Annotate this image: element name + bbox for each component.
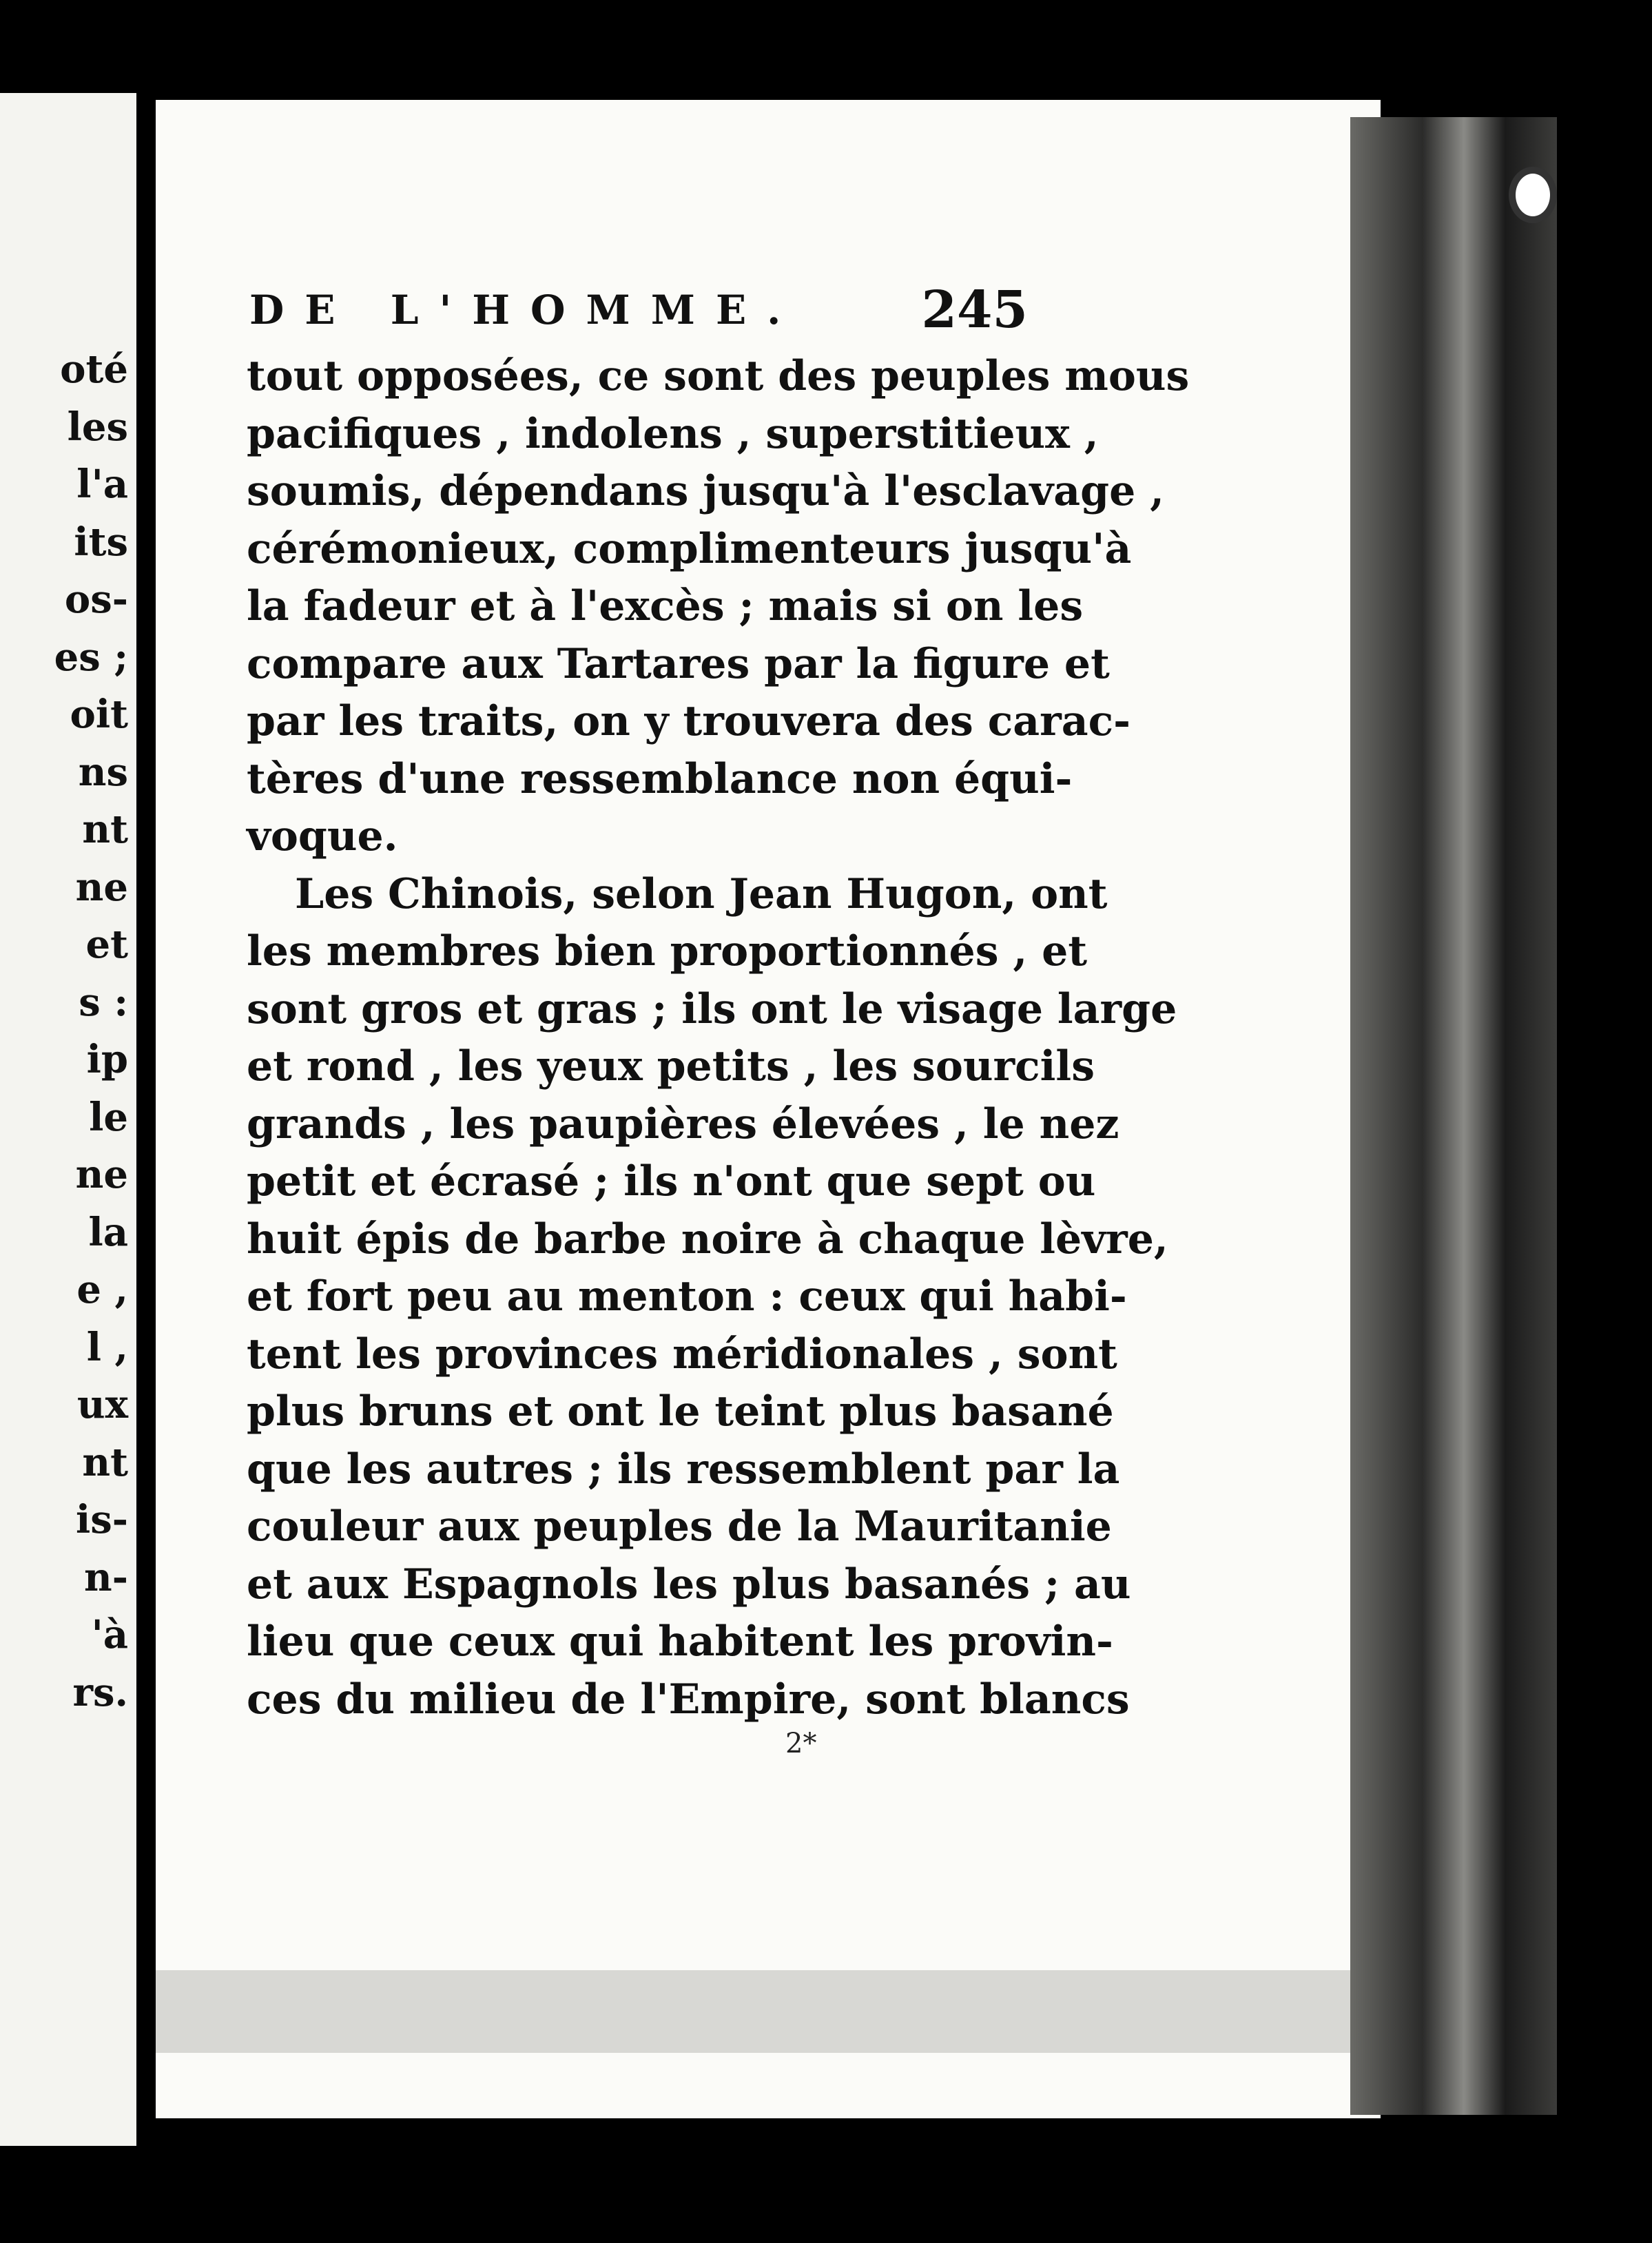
page-edges	[1350, 117, 1557, 2115]
text-line: ces du milieu de l'Empire, sont blancs	[247, 1675, 1130, 1724]
left-fragment: os-	[64, 577, 128, 622]
text-line: huit épis de barbe noire à chaque lèvre,	[247, 1214, 1168, 1263]
running-title: DE L'HOMME.	[249, 287, 802, 333]
left-fragment: s :	[79, 979, 128, 1025]
left-fragment: es ;	[54, 634, 128, 680]
text-line: lieu que ceux qui habitent les provin-	[247, 1617, 1113, 1666]
running-header	[249, 269, 1028, 351]
left-fragment: ip	[86, 1037, 128, 1082]
left-fragment: et	[85, 922, 128, 967]
text-line: que les autres ; ils ressemblent par la	[247, 1445, 1120, 1493]
left-fragment: e ,	[76, 1267, 128, 1312]
text-line: sont gros et gras ; ils ont le visage large	[247, 984, 1177, 1033]
text-line: tères d'une ressemblance non équi-	[247, 754, 1073, 803]
left-fragment: ux	[76, 1382, 128, 1427]
left-page-fragments	[54, 341, 128, 1722]
body-text	[247, 348, 1190, 1728]
left-fragment: is-	[75, 1497, 128, 1542]
text-line: cérémonieux, complimenteurs jusqu'à	[247, 524, 1132, 573]
left-fragment: nt	[82, 807, 128, 852]
text-line: Les Chinois, selon Jean Hugon, ont	[295, 869, 1108, 918]
text-line: et rond , les yeux petits , les sourcils	[247, 1042, 1095, 1091]
text-line: compare aux Tartares par la figure et	[247, 639, 1110, 688]
left-fragment: oté	[60, 347, 128, 392]
text-line: la fadeur et à l'excès ; mais si on les	[247, 582, 1084, 630]
text-line: tout opposées, ce sont des peuples mous	[247, 352, 1190, 400]
book-gutter	[136, 93, 156, 2167]
text-line: et aux Espagnols les plus basanés ; au	[247, 1560, 1131, 1609]
text-line: couleur aux peuples de la Mauritanie	[247, 1502, 1112, 1551]
left-fragment: les	[67, 404, 128, 450]
signature-mark: 2*	[785, 1728, 817, 1759]
left-fragment: ne	[75, 864, 128, 910]
left-fragment: nt	[82, 1439, 128, 1485]
left-fragment: le	[89, 1094, 128, 1140]
text-line: petit et écrasé ; ils n'ont que sept ou	[247, 1157, 1096, 1206]
text-line: et fort peu au menton : ceux qui habi-	[247, 1272, 1127, 1321]
paragraph-1	[247, 348, 1190, 866]
page-number: 245	[921, 280, 1028, 340]
paragraph-2	[247, 866, 1177, 1729]
left-fragment: n-	[84, 1554, 128, 1600]
left-fragment: la	[88, 1209, 128, 1255]
text-line: plus bruns et ont le teint plus basané	[247, 1387, 1114, 1436]
text-line: tent les provinces méridionales , sont	[247, 1330, 1117, 1378]
page-bottom-margin	[156, 1970, 1354, 2053]
text-line: pacifiques , indolens , superstitieux ,	[247, 409, 1099, 458]
text-line: grands , les paupières élevées , le nez	[247, 1099, 1119, 1148]
text-line: par les traits, on y trouvera des carac-	[247, 697, 1131, 745]
binding-ring-icon	[1509, 167, 1557, 223]
left-fragment: rs.	[72, 1669, 128, 1715]
left-page	[0, 93, 136, 2146]
text-line: les membres bien proportionnés , et	[247, 927, 1088, 975]
left-fragment: l ,	[86, 1324, 128, 1370]
left-fragment: 'à	[91, 1612, 128, 1657]
left-fragment: its	[74, 519, 128, 565]
left-fragment: ns	[78, 749, 128, 795]
text-line: soumis, dépendans jusqu'à l'esclavage ,	[247, 467, 1165, 515]
left-fragment: oit	[70, 692, 128, 737]
left-fragment: ne	[75, 1152, 128, 1197]
left-fragment: l'a	[76, 462, 128, 507]
text-line: voque.	[247, 812, 398, 860]
